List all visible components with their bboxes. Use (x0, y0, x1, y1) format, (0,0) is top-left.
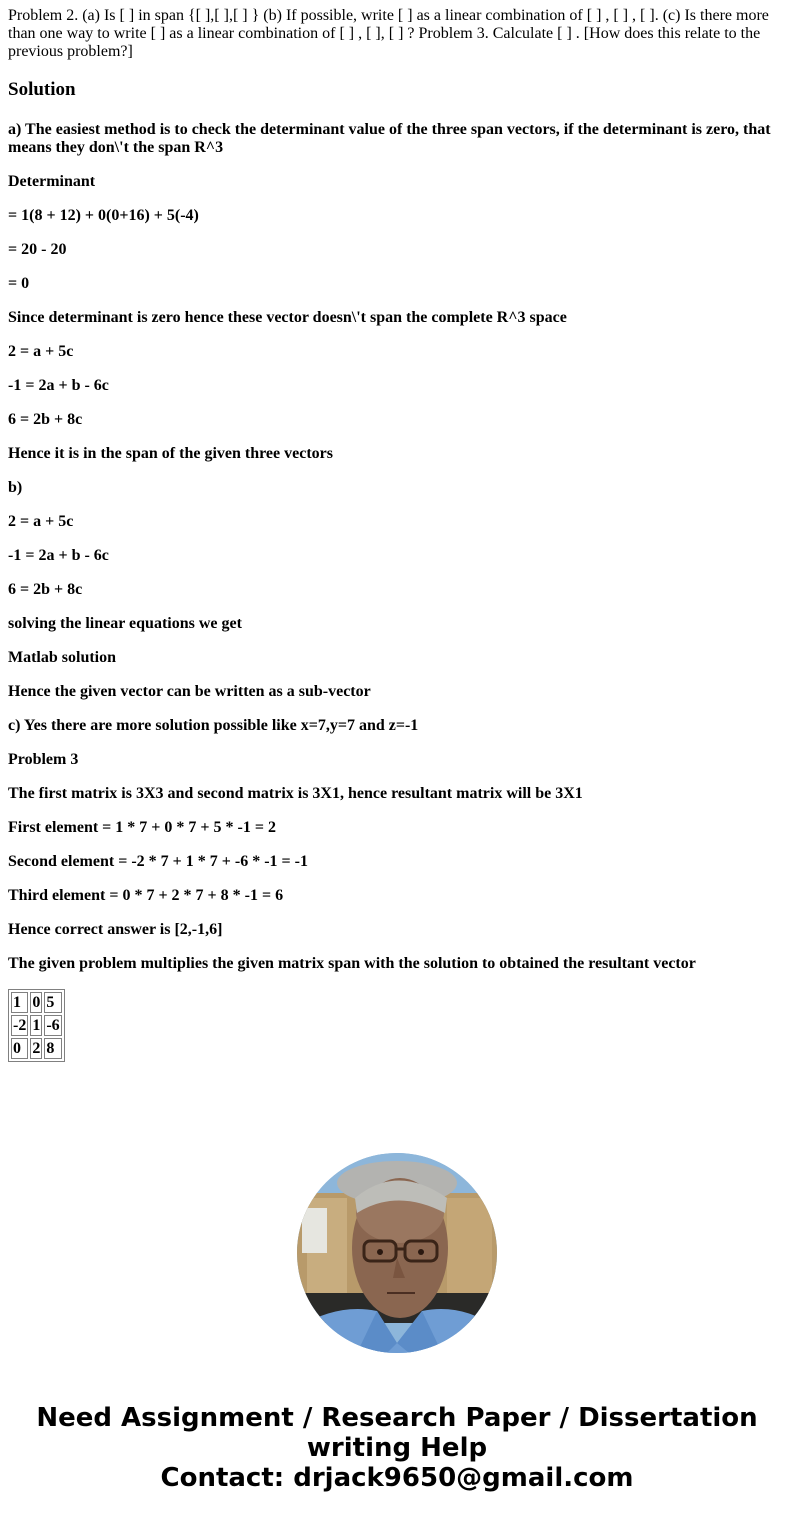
document-body (8, 0, 786, 1057)
solution-paragraph: -1 = 2a + b - 6c (8, 547, 109, 564)
solution-paragraph: b) (8, 479, 23, 496)
matrix-cell: 1 (11, 992, 28, 1013)
solution-paragraph: Hence the given vector can be written as a sub-vector (8, 683, 371, 700)
solution-paragraph: The first matrix is 3X3 and second matrix is 3X1, hence resultant matrix will be 3X1 (8, 785, 583, 802)
solution-paragraph: Hence it is in the span of the given three vectors (8, 445, 333, 462)
solution-paragraph: c) Yes there are more solution possible like x=7,y=7 and z=-1 (8, 717, 419, 734)
solution-paragraph: First element = 1 * 7 + 0 * 7 + 5 * -1 = 2 (8, 819, 276, 836)
contact-footer (0, 1403, 794, 1493)
matrix-table (8, 989, 65, 1062)
matrix-cell: 0 (11, 1038, 28, 1059)
solution-paragraph: Matlab solution (8, 649, 117, 666)
solution-paragraph: 6 = 2b + 8c (8, 581, 83, 598)
solution-paragraph: 2 = a + 5c (8, 343, 74, 360)
solution-paragraph: = 1(8 + 12) + 0(0+16) + 5(-4) (8, 207, 199, 224)
solution-paragraph: Since determinant is zero hence these vector doesn\'t span the complete R^3 space (8, 309, 567, 326)
matrix-cell: 8 (44, 1038, 61, 1059)
solution-paragraph: Hence correct answer is [2,-1,6] (8, 921, 223, 938)
matrix-row (11, 1015, 62, 1036)
solution-heading: Solution (8, 79, 76, 100)
solution-paragraph: Third element = 0 * 7 + 2 * 7 + 8 * -1 = 6 (8, 887, 284, 904)
person-portrait-icon (297, 1153, 497, 1353)
matrix-row (11, 1038, 62, 1059)
solution-paragraph: 6 = 2b + 8c (8, 411, 83, 428)
solution-paragraph: a) The easiest method is to check the determinant value of the three span vectors, if the determinant is zero, that means they don\'t the span R^3 (8, 121, 771, 156)
matrix-row (11, 992, 62, 1013)
solution-paragraph: Problem 3 (8, 751, 79, 768)
matrix-cell: -6 (46, 1017, 60, 1034)
solution-paragraph: solving the linear equations we get (8, 615, 242, 632)
footer-contact-email: Contact: drjack9650@gmail.com (160, 1463, 634, 1493)
matrix-cell: 1 (32, 1017, 41, 1034)
matrix-cell: -2 (13, 1017, 27, 1034)
solution-paragraph: The given problem multiplies the given matrix span with the solution to obtained the resultant vector (8, 955, 696, 972)
solution-paragraph: Second element = -2 * 7 + 1 * 7 + -6 * -1 = -1 (8, 853, 308, 870)
matrix-cell: 0 (32, 994, 41, 1011)
solution-paragraph: 2 = a + 5c (8, 513, 74, 530)
footer-line-1: Need Assignment / Research Paper / Dissertation (36, 1403, 758, 1433)
solution-paragraph: = 0 (8, 275, 30, 292)
footer-line-2: writing Help (306, 1433, 488, 1463)
solution-paragraph: Determinant (8, 173, 96, 190)
matrix-cell: 5 (44, 992, 61, 1013)
problem-statement: Problem 2. (a) Is [ ] in span {[ ],[ ],[ ] } (b) If possible, write [ ] as a linear combination of [ ] , [ ] , [ ]. (c) Is there more than one way to write [ ] as a linear combination of [ ] , [ ], [ ] ? Problem 3. Calculate [ ] . [How does this relate to the previous problem?] (8, 7, 769, 60)
matrix-cell: 2 (32, 1040, 41, 1057)
solution-paragraph: -1 = 2a + b - 6c (8, 377, 109, 394)
solution-paragraph: = 20 - 20 (8, 241, 67, 258)
author-avatar (297, 1153, 497, 1353)
